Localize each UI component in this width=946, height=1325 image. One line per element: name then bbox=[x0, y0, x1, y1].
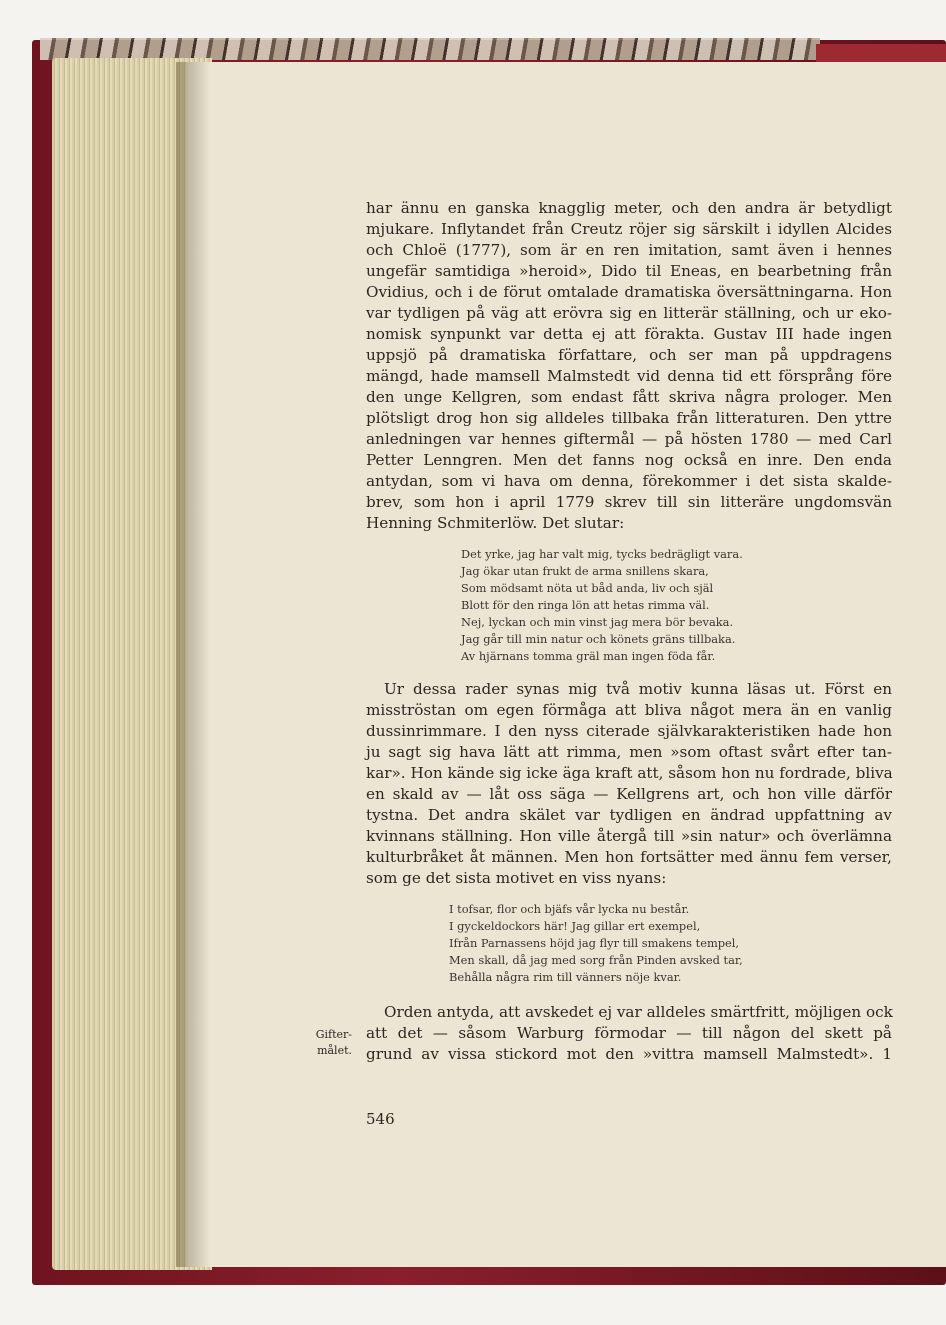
poem-line: I gyckeldockors här! Jag gillar ert exempel, bbox=[449, 919, 701, 933]
text-line: plötsligt drog hon sig alldeles tillbaka från litteraturen. Den yttre bbox=[366, 409, 892, 427]
poem-line: Men skall, då jag med sorg från Pinden avsked tar, bbox=[449, 953, 743, 967]
text-line: Orden antyda, att avskedet ej var alldeles smärtfritt, möjligen ock bbox=[384, 1003, 893, 1021]
margin-note-line: målet. bbox=[317, 1044, 352, 1057]
poem-line: Behålla några rim till vänners nöje kvar. bbox=[449, 970, 682, 984]
gutter-shadow bbox=[176, 62, 210, 1267]
text-line: grund av vissa stickord mot den »vittra mamsell Malmstedt». 1 bbox=[366, 1045, 892, 1063]
text-line: Ur dessa rader synas mig två motiv kunna läsas ut. Först en bbox=[384, 680, 892, 698]
poem-line: I tofsar, flor och bjäfs vår lycka nu består. bbox=[449, 902, 690, 916]
text-line: Henning Schmiterlöw. Det slutar: bbox=[366, 514, 625, 532]
paragraph-3 bbox=[366, 1002, 892, 1065]
poem-line: Som mödsamt nöta ut båd anda, liv och själ bbox=[461, 581, 714, 595]
paragraph-1 bbox=[366, 198, 892, 534]
text-line: kvinnans ställning. Hon ville återgå till »sin natur» och överlämna bbox=[366, 827, 892, 845]
text-line: ungefär samtidiga »heroid», Dido til Eneas, en bearbetning från bbox=[366, 262, 892, 280]
text-line: och Chloë (1777), som är en ren imitation, samt även i hennes bbox=[366, 241, 892, 259]
poem-line: Jag ökar utan frukt de arma snillens skara, bbox=[461, 564, 709, 578]
poem-line: Av hjärnans tomma gräl man ingen föda får. bbox=[461, 649, 716, 663]
poem-line: Ifrån Parnassens höjd jag flyr till smakens tempel, bbox=[449, 936, 740, 950]
text-line: en skald av — låt oss säga — Kellgrens art, och hon ville därför bbox=[366, 785, 892, 803]
text-line: dussinrimmare. I den nyss citerade självkarakteristiken hade hon bbox=[366, 722, 892, 740]
text-line: Ovidius, och i de förut omtalade dramatiska översättningarna. Hon bbox=[366, 283, 892, 301]
text-line: misströstan om egen förmåga att bliva något mera än en vanlig bbox=[366, 701, 892, 719]
text-line: som ge det sista motivet en viss nyans: bbox=[366, 869, 667, 887]
text-line: var tydligen på väg att erövra sig en litterär ställning, och ur eko- bbox=[366, 304, 892, 322]
paragraph-2 bbox=[366, 679, 892, 889]
poem-line: Nej, lyckan och min vinst jag mera bör bevaka. bbox=[461, 615, 734, 629]
margin-note-line: Gifter- bbox=[315, 1028, 352, 1041]
text-line: ju sagt sig hava lätt att rimma, men »som oftast svårt efter tan- bbox=[366, 743, 892, 761]
text-line: den unge Kellgren, som endast fått skriva några prologer. Men bbox=[366, 388, 892, 406]
page-number: 546 bbox=[366, 1110, 395, 1128]
text-line: att det — såsom Warburg förmodar — till någon del skett på bbox=[366, 1024, 892, 1042]
margin-note bbox=[296, 1027, 352, 1059]
text-line: tystna. Det andra skälet var tydligen en ändrad uppfattning av bbox=[366, 806, 892, 824]
marbled-endpaper bbox=[40, 38, 820, 60]
poem-line: Det yrke, jag har valt mig, tycks bedrägligt vara. bbox=[461, 547, 743, 561]
poem-line: Jag går till min natur och könets gräns tillbaka. bbox=[461, 632, 736, 646]
page-text bbox=[366, 198, 892, 1065]
text-line: uppsjö på dramatiska författare, och ser man på uppdragens bbox=[366, 346, 892, 364]
text-line: kar». Hon kände sig icke äga kraft att, såsom hon nu fordrade, bliva bbox=[366, 764, 893, 782]
poem-quote-1 bbox=[366, 546, 892, 665]
spine-edge bbox=[816, 44, 946, 64]
poem-line: Blott för den ringa lön att hetas rimma väl. bbox=[461, 598, 710, 612]
text-line: Petter Lenngren. Men det fanns nog också en inre. Den enda bbox=[366, 451, 892, 469]
text-line: har ännu en ganska knagglig meter, och den andra är betydligt bbox=[366, 199, 892, 217]
poem-quote-2 bbox=[366, 901, 892, 986]
text-line: antydan, som vi hava om denna, förekommer i det sista skalde- bbox=[366, 472, 892, 490]
text-line: kulturbråket åt männen. Men hon fortsätter med ännu fem verser, bbox=[366, 848, 892, 866]
text-line: brev, som hon i april 1779 skrev till sin litteräre ungdomsvän bbox=[366, 493, 892, 511]
text-line: mängd, hade mamsell Malmstedt vid denna tid ett försprång före bbox=[366, 367, 892, 385]
text-line: nomisk synpunkt var detta ej att förakta. Gustav III hade ingen bbox=[366, 325, 892, 343]
text-line: mjukare. Inflytandet från Creutz röjer sig särskilt i idyllen Alcides bbox=[366, 220, 892, 238]
text-line: anledningen var hennes giftermål — på hösten 1780 — med Carl bbox=[366, 430, 892, 448]
